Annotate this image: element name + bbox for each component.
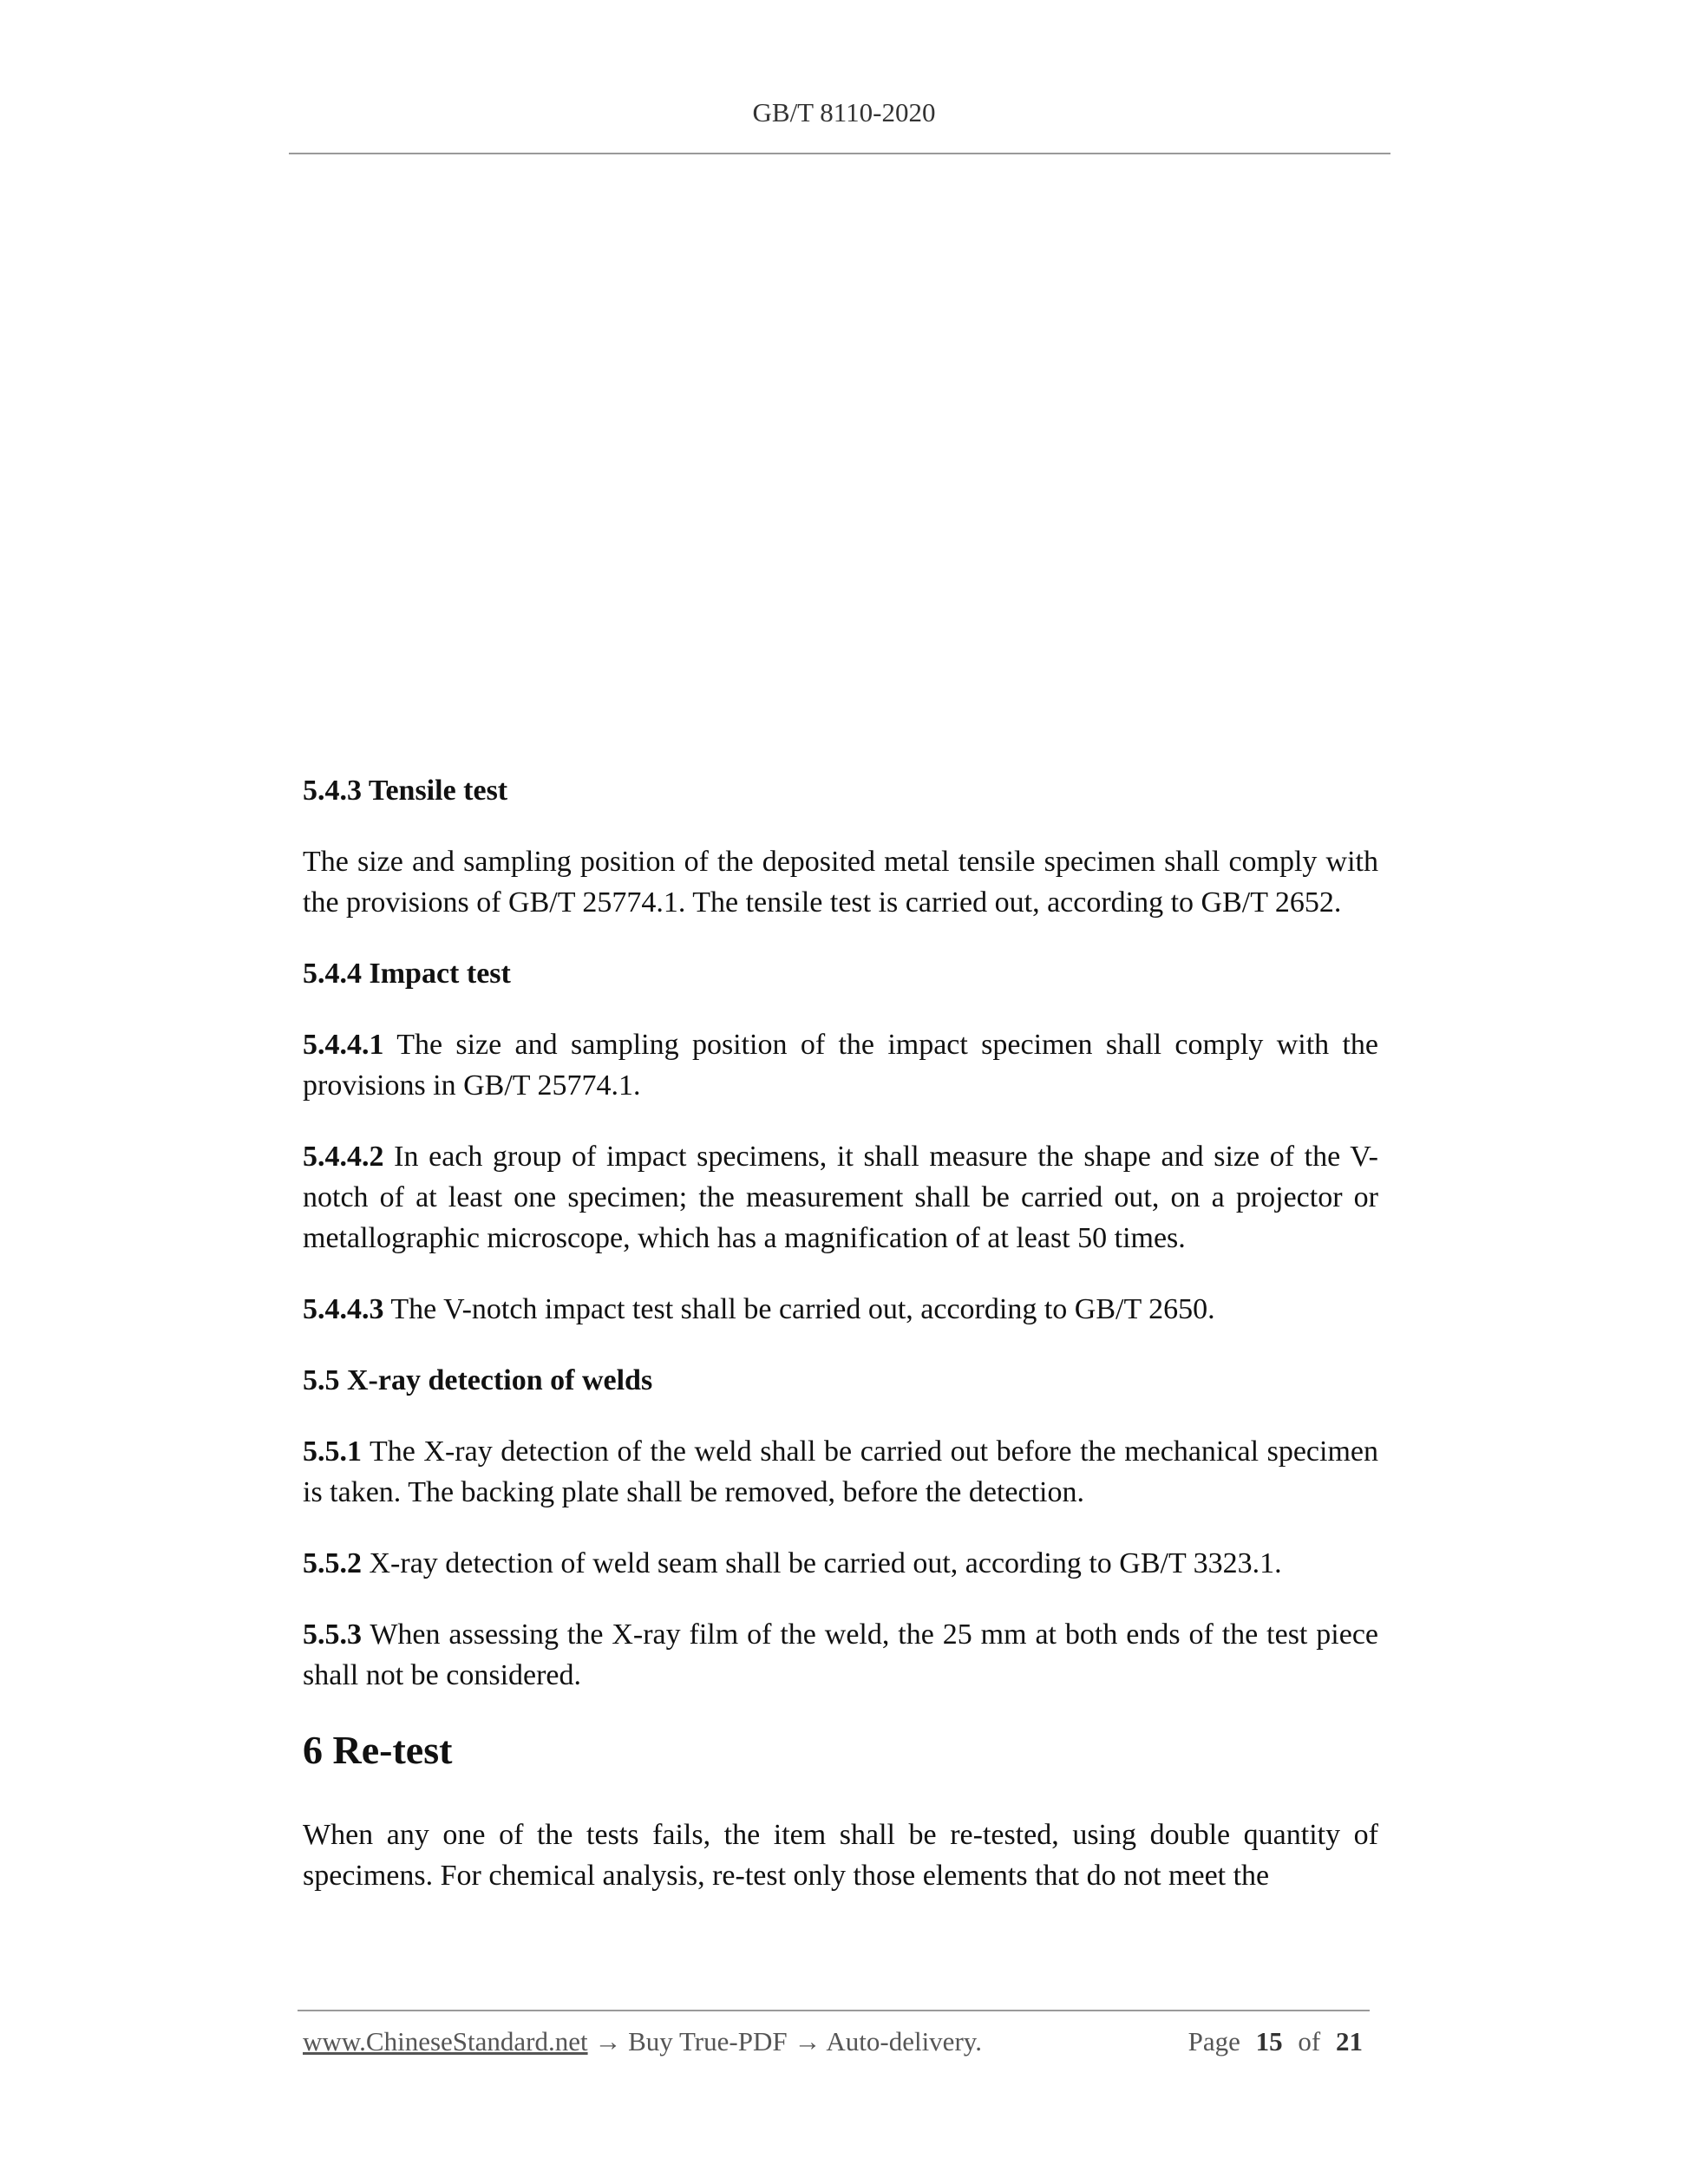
- section-6-heading: 6 Re-test: [303, 1728, 453, 1772]
- of-label: of: [1298, 2026, 1321, 2056]
- clause-5-5-1: [303, 1431, 1378, 1513]
- section-5-4-3-heading: 5.4.3 Tensile test: [303, 775, 508, 807]
- clause-5-4-4-3: [303, 1289, 1378, 1330]
- page-total: 21: [1336, 2026, 1363, 2056]
- clause-number: 5.5.2: [303, 1547, 362, 1579]
- clause-5-4-4-1: [303, 1024, 1378, 1106]
- footer-promo: [303, 2026, 982, 2057]
- clause-text: The size and sampling position of the impact specimen shall comply with the provisions in GB/T 25774.1.: [303, 1029, 1378, 1102]
- clause-5-4-4-2: [303, 1136, 1378, 1259]
- clause-number: 5.4.4.3: [303, 1293, 384, 1325]
- section-5-4-4-heading: 5.4.4 Impact test: [303, 958, 511, 990]
- page-header-title: GB/T 8110-2020: [752, 97, 936, 128]
- clause-number: 5.4.4.1: [303, 1029, 384, 1061]
- section-5-4-3-text: The size and sampling position of the deposited metal tensile specimen shall comply with the provisions of GB/T 25774.1. The tensile test is carried out, according to GB/T 2652.: [303, 846, 1378, 919]
- page-number: 15: [1255, 2026, 1283, 2056]
- header-divider: [289, 153, 1390, 154]
- website-link[interactable]: www.ChineseStandard.net: [303, 2026, 588, 2056]
- page-label: Page: [1187, 2026, 1240, 2056]
- clause-text: In each group of impact specimens, it shall measure the shape and size of the V-notch of at least one specimen; the measurement shall be carried out, on a projector or metallographic microscope, which has a magnification of at least 50 times.: [303, 1141, 1379, 1254]
- footer-divider: [298, 2010, 1370, 2011]
- clause-number: 5.5.1: [303, 1435, 362, 1468]
- clause-text: X-ray detection of weld seam shall be carried out, according to GB/T 3323.1.: [369, 1547, 1282, 1579]
- clause-number: 5.5.3: [303, 1618, 362, 1651]
- clause-number: 5.4.4.2: [303, 1141, 384, 1173]
- clause-text: The X-ray detection of the weld shall be carried out before the mechanical specimen is taken. The backing plate shall be removed, before the detection.: [303, 1435, 1378, 1508]
- document-body: [303, 770, 1378, 1926]
- clause-5-5-2: [303, 1543, 1378, 1584]
- footer-promo-text: → Buy True-PDF → Auto-delivery.: [594, 2026, 982, 2056]
- clause-text: The V-notch impact test shall be carried out, according to GB/T 2650.: [390, 1293, 1215, 1325]
- section-5-5-heading: 5.5 X-ray detection of welds: [303, 1364, 653, 1396]
- page-indicator: [1188, 2026, 1371, 2057]
- clause-5-5-3: [303, 1614, 1378, 1696]
- clause-text: When assessing the X-ray film of the weld, the 25 mm at both ends of the test piece shall not be considered.: [303, 1618, 1379, 1691]
- section-6-text: When any one of the tests fails, the item shall be re-tested, using double quantity of specimens. For chemical analysis, re-test only those elements that do not meet the: [303, 1819, 1378, 1892]
